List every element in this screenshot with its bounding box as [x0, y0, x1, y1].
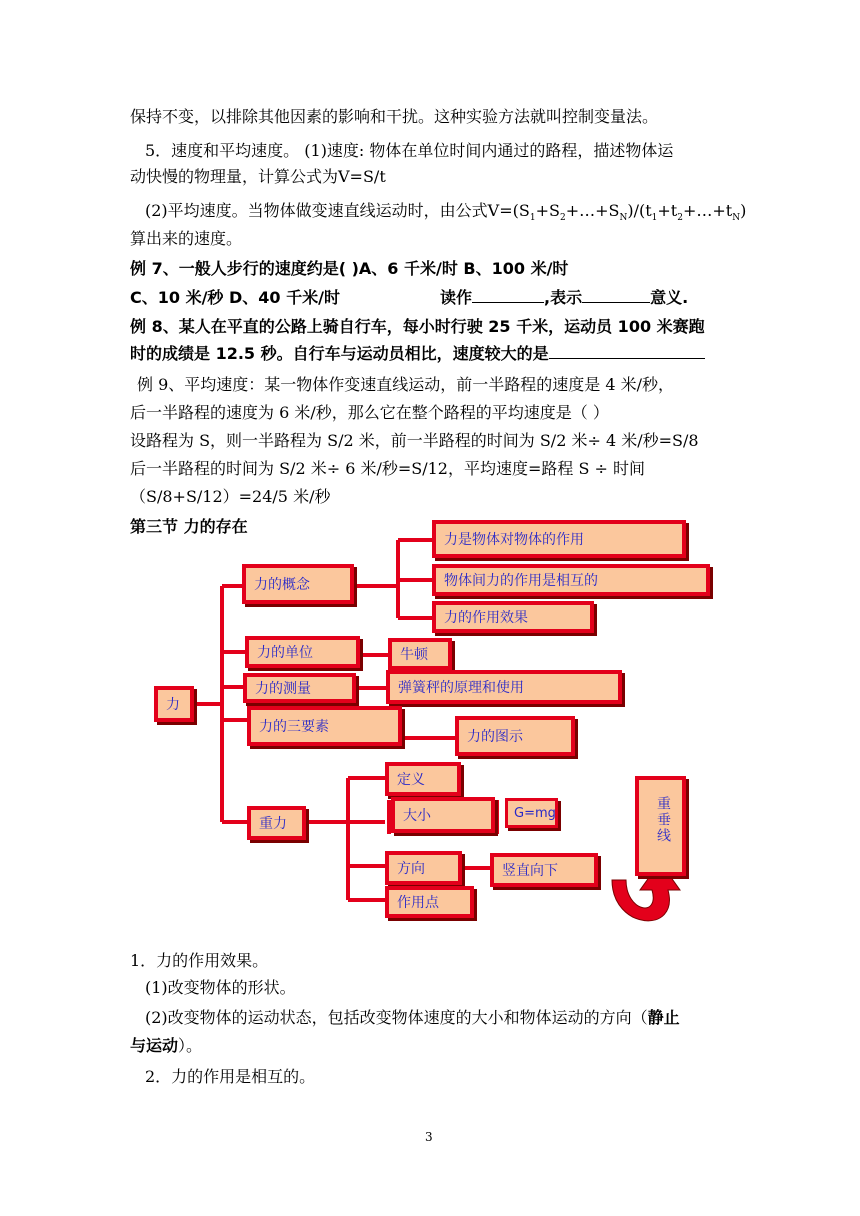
node-measure-value	[386, 670, 622, 704]
node-root	[154, 686, 194, 722]
example-9-line1: 例 9、平均速度：某一物体作变速直线运动，前一半路程的速度是 4 米/秒，	[137, 375, 675, 394]
paragraph-line: 动快慢的物理量，计算公式为V=S/t	[130, 167, 386, 186]
example-9-line3: 设路程为 S，则一半路程为 S/2 米，前一半路程的时间为 S/2 米÷ 4 米/秒=S/8	[130, 431, 699, 450]
node-concept	[242, 564, 354, 604]
node-label: 大小	[403, 808, 431, 824]
section-title: 第三节 力的存在	[130, 517, 248, 536]
formula-part: +…+t	[682, 201, 733, 220]
node-label: 力的作用效果	[444, 610, 528, 626]
formula-part: +…+S	[565, 201, 620, 220]
paragraph-line: 2．力的作用是相互的。	[145, 1067, 316, 1086]
example-7-read: 读作	[439, 288, 472, 307]
subscript: N	[619, 213, 628, 224]
node-three-elements	[247, 706, 402, 746]
node-label: 力的概念	[254, 577, 310, 593]
node-label: 力的图示	[467, 729, 523, 745]
text-bold: 与运动	[130, 1036, 179, 1055]
node-gravity-size	[391, 797, 495, 833]
formula-part: +t	[657, 201, 678, 220]
node-label: 竖直向下	[502, 863, 558, 879]
node-concept-2	[432, 564, 710, 596]
node-gravity-formula	[505, 798, 558, 828]
node-label: 力是物体对物体的作用	[444, 532, 584, 548]
subscript: N	[732, 213, 741, 224]
subscript: 2	[559, 213, 566, 224]
example-7-line1: 例 7、一般人步行的速度约是( )A、6 千米/时 B、100 米/时	[130, 259, 569, 278]
node-measure	[243, 673, 356, 703]
example-9-line4: 后一半路程的时间为 S/2 米÷ 6 米/秒=S/12，平均速度=路程 S ÷ 时间	[130, 459, 646, 478]
example-9-line2: 后一半路程的速度为 6 米/秒，那么它在整个路程的平均速度是（ ）	[130, 403, 609, 422]
node-unit-value	[388, 638, 452, 670]
text-part: (2)改变物体的运动状态，包括改变物体速度的大小和物体运动的方向（	[145, 1008, 648, 1027]
node-three-value	[455, 716, 575, 756]
paragraph-line: 算出来的速度。	[130, 229, 243, 248]
node-label: G=mg	[514, 805, 556, 821]
node-label: 牛顿	[400, 647, 428, 663]
node-gravity-point	[385, 886, 474, 918]
example-7-mean: ,表示	[543, 288, 583, 307]
paragraph-line	[145, 1007, 680, 1029]
example-7-options: C、10 米/秒 D、40 千米/时	[130, 288, 340, 307]
example-7-end: 意义.	[650, 288, 689, 307]
node-gravity-definition	[385, 762, 461, 796]
plumb-line-label: 重垂线	[655, 796, 671, 844]
example-8-line1: 例 8、某人在平直的公路上骑自行车，每小时行驶 25 千米，运动员 100 米赛跑	[130, 317, 705, 336]
paragraph-line	[130, 1035, 202, 1057]
node-label: 力的三要素	[259, 719, 329, 735]
node-label: 力	[166, 697, 180, 713]
node-label: 物体间力的作用是相互的	[444, 573, 598, 589]
subscript: 1	[651, 213, 658, 224]
formula-part: )/(t	[627, 201, 652, 220]
node-label: 重力	[259, 816, 287, 832]
node-gravity-direction-value	[490, 853, 598, 887]
node-unit	[245, 636, 360, 668]
example-8-question: 时的成绩是 12.5 秒。自行车与运动员相比，速度较大的是	[130, 344, 549, 363]
node-label: 作用点	[397, 895, 439, 911]
node-label: 力的单位	[257, 645, 313, 661]
page-number: 3	[425, 1130, 433, 1144]
formula-part: +S	[535, 201, 560, 220]
node-concept-3	[432, 601, 594, 633]
paragraph-line: 5．速度和平均速度。 (1)速度: 物体在单位时间内通过的路程，描述物体运	[145, 141, 674, 160]
formula-part: )	[740, 201, 747, 220]
node-label: 弹簧秤的原理和使用	[398, 680, 524, 696]
node-gravity-direction	[385, 851, 462, 885]
subscript: 2	[677, 213, 683, 224]
text-part: ）。	[178, 1036, 203, 1055]
paragraph-line: 保持不变，以排除其他因素的影响和干扰。这种实验方法就叫控制变量法。	[130, 107, 659, 126]
node-concept-1	[432, 520, 686, 558]
node-gravity	[247, 806, 306, 840]
node-label: 定义	[397, 772, 425, 788]
paragraph-line: (1)改变物体的形状。	[145, 978, 296, 997]
formula-part: (2)平均速度。当物体做变速直线运动时，由公式V=(S	[145, 201, 530, 220]
node-label: 方向	[397, 861, 425, 877]
example-9-line5: （S/8+S/12）=24/5 米/秒	[130, 487, 331, 506]
subscript: 1	[529, 213, 536, 224]
paragraph-line: 1．力的作用效果。	[130, 951, 269, 970]
node-label: 力的测量	[255, 681, 311, 697]
text-bold: 静止	[647, 1008, 680, 1027]
